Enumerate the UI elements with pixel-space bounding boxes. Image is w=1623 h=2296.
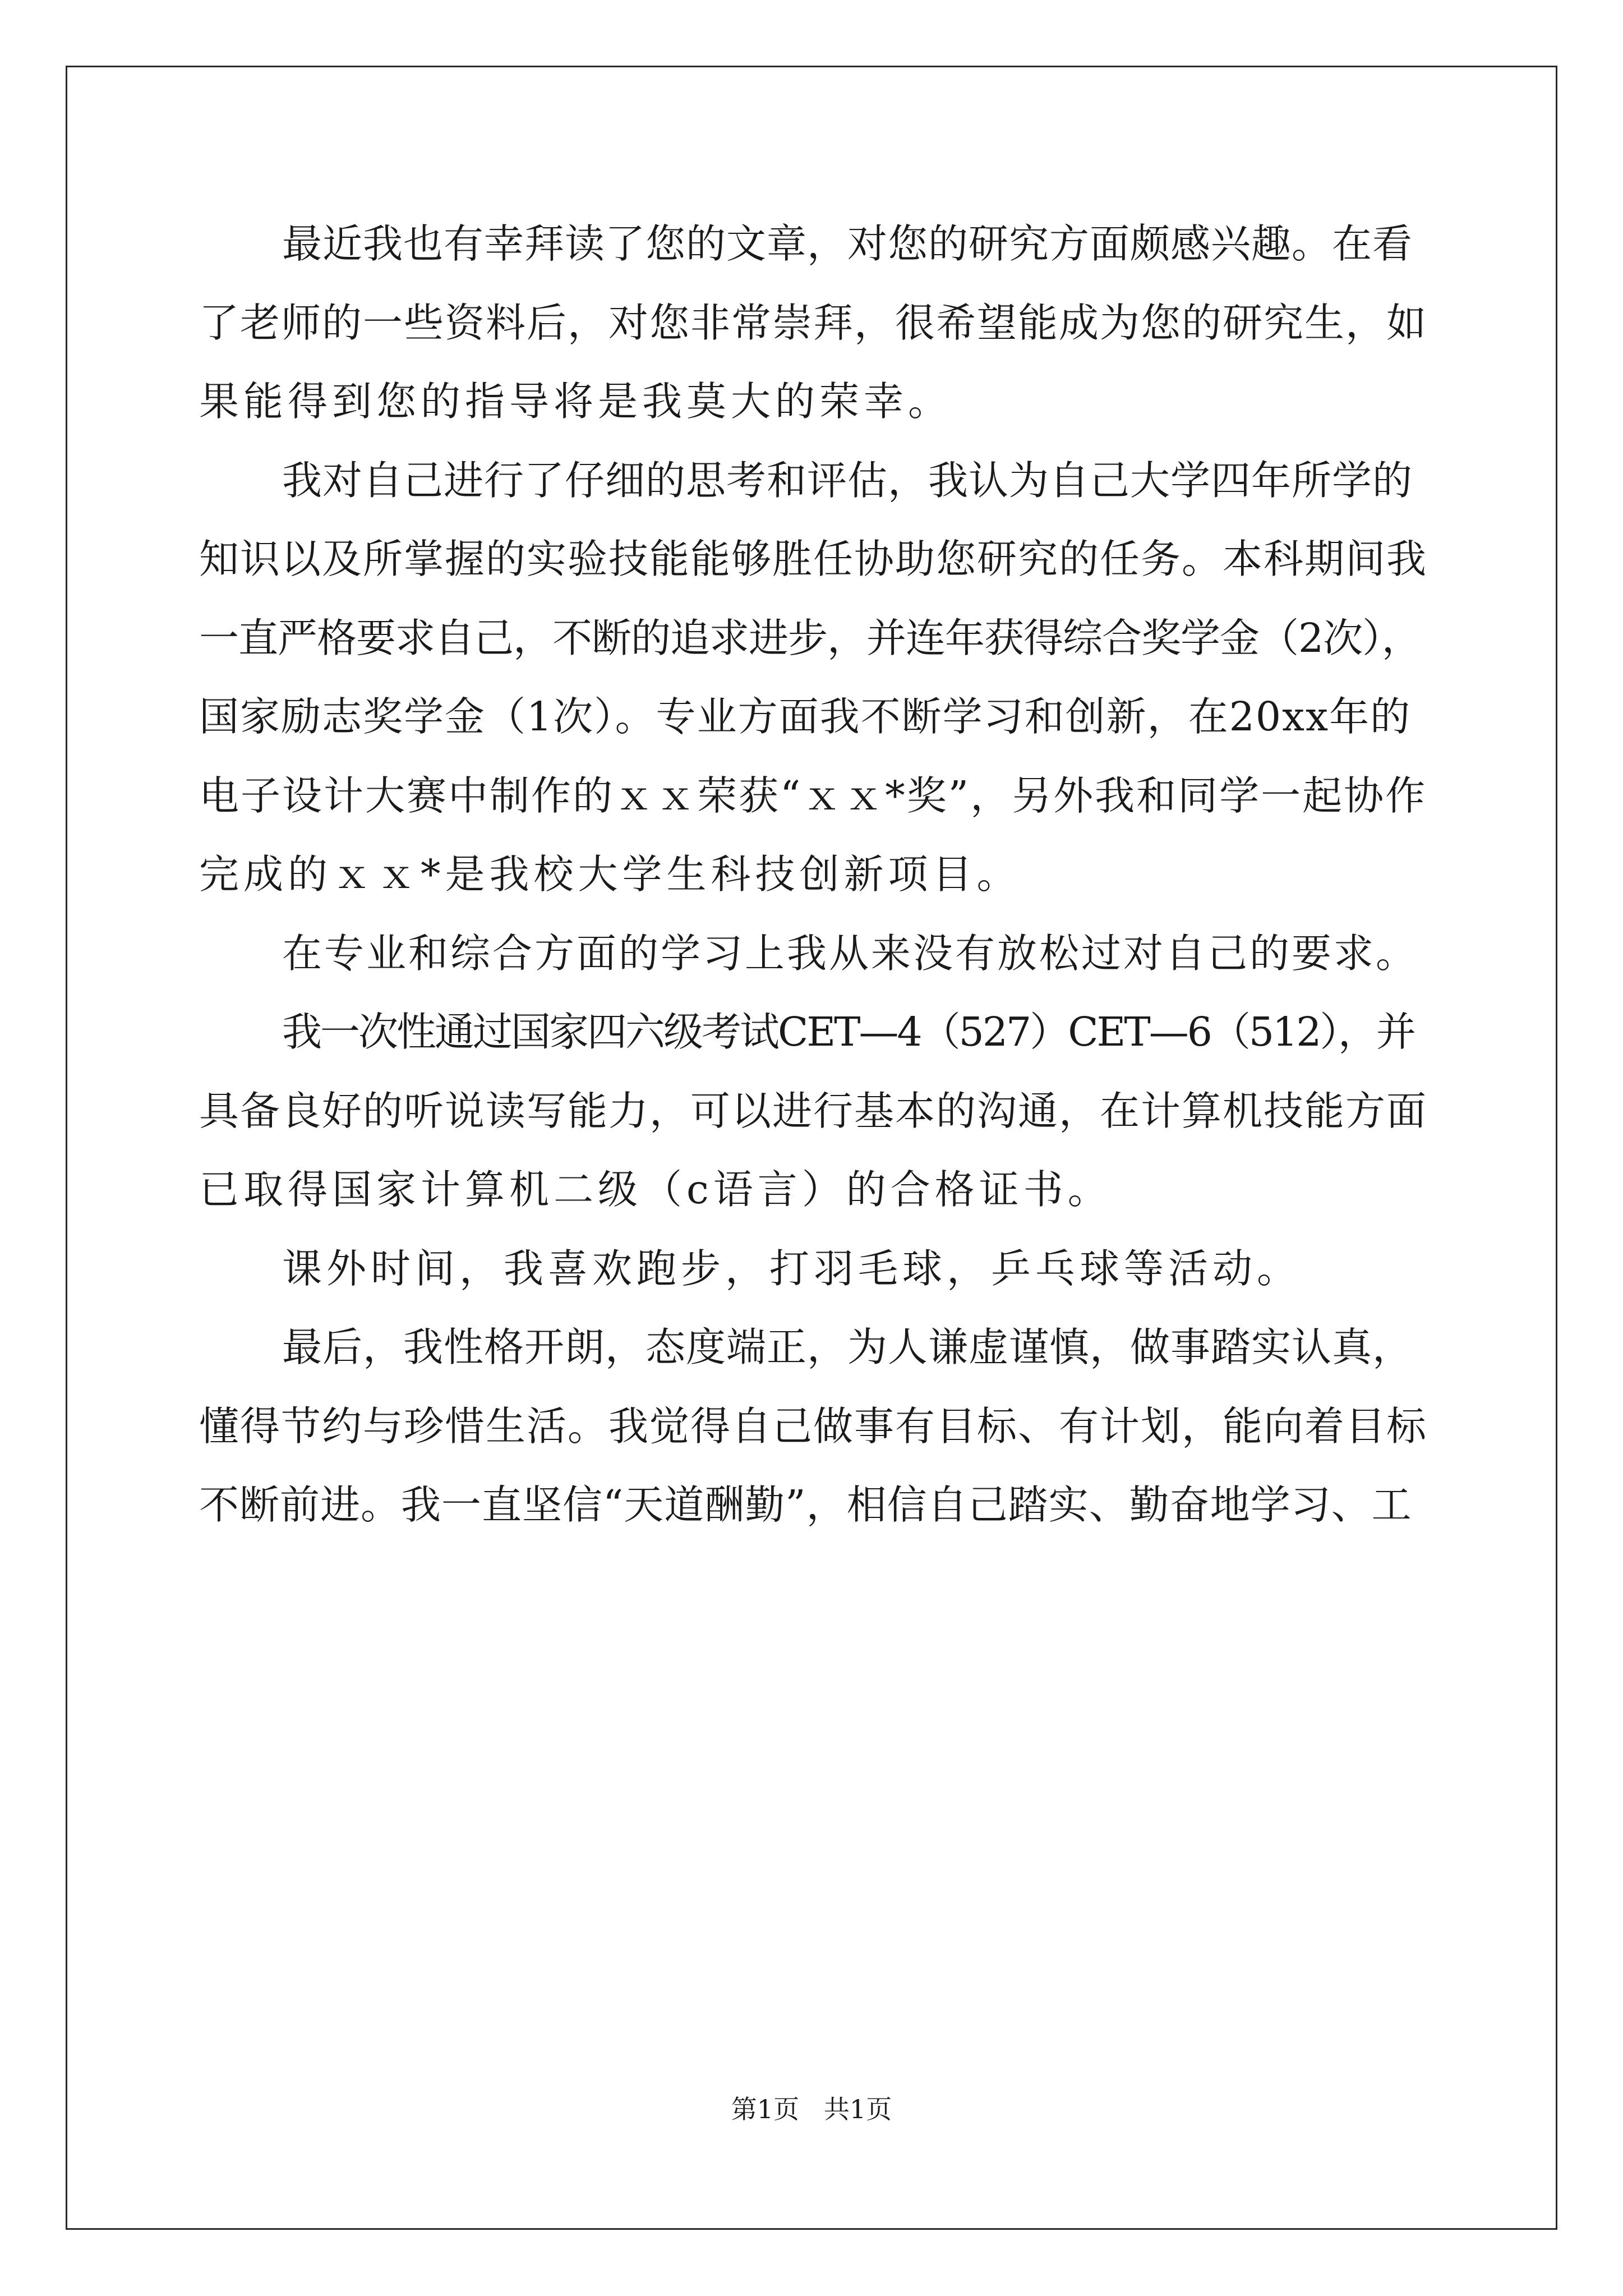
text-line: 果能得到您的指导将是我莫大的荣幸。 (199, 378, 953, 425)
text-line: 知识以及所掌握的实验技能能够胜任协助您研究的任务。本科期间我 (199, 536, 1428, 582)
text-line: 课外时间，我喜欢跑步，打羽毛球，乒乓球等活动。 (282, 1245, 1302, 1292)
page-footer: 第1页 共1页 (731, 2094, 892, 2124)
text-line: 了老师的一些资料后，对您非常崇拜，很希望能成为您的研究生，如 (199, 299, 1428, 346)
text-line: 我一次性通过国家四六级考试CET—4（527）CET—6（512），并 (282, 1009, 1414, 1055)
text-line: 电子设计大赛中制作的ｘｘ荣获“ｘｘ*奖”，另外我和同学一起协作 (199, 772, 1427, 819)
text-line: 在专业和综合方面的学习上我从来没有放松过对自己的要求。 (282, 930, 1418, 977)
text-line: 具备良好的听说读写能力，可以进行基本的沟通，在计算机技能方面 (199, 1087, 1428, 1134)
text-line: 完成的ｘｘ*是我校大学生科技创新项目。 (199, 851, 1021, 898)
text-line: 已取得国家计算机二级（c语言）的合格证书。 (199, 1166, 1112, 1213)
text-line: 懂得节约与珍惜生活。我觉得自己做事有目标、有计划，能向着目标 (199, 1402, 1428, 1450)
text-line: 国家励志奖学金（1次）。专业方面我不断学习和创新，在20xx年的 (199, 693, 1412, 740)
text-line: 最后，我性格开朗，态度端正，为人谦虚谨慎，做事踏实认真， (282, 1324, 1413, 1370)
text-line: 我对自己进行了仔细的思考和评估，我认为自己大学四年所学的 (282, 457, 1413, 504)
text-line: 不断前进。我一直坚信“天道酬勤”，相信自己踏实、勤奋地学习、工 (199, 1481, 1412, 1528)
text-line: 最近我也有幸拜读了您的文章，对您的研究方面颇感兴趣。在看 (282, 220, 1413, 267)
text-line: 一直严格要求自己，不断的追求进步，并连年获得综合奖学金（2次）， (199, 614, 1421, 661)
